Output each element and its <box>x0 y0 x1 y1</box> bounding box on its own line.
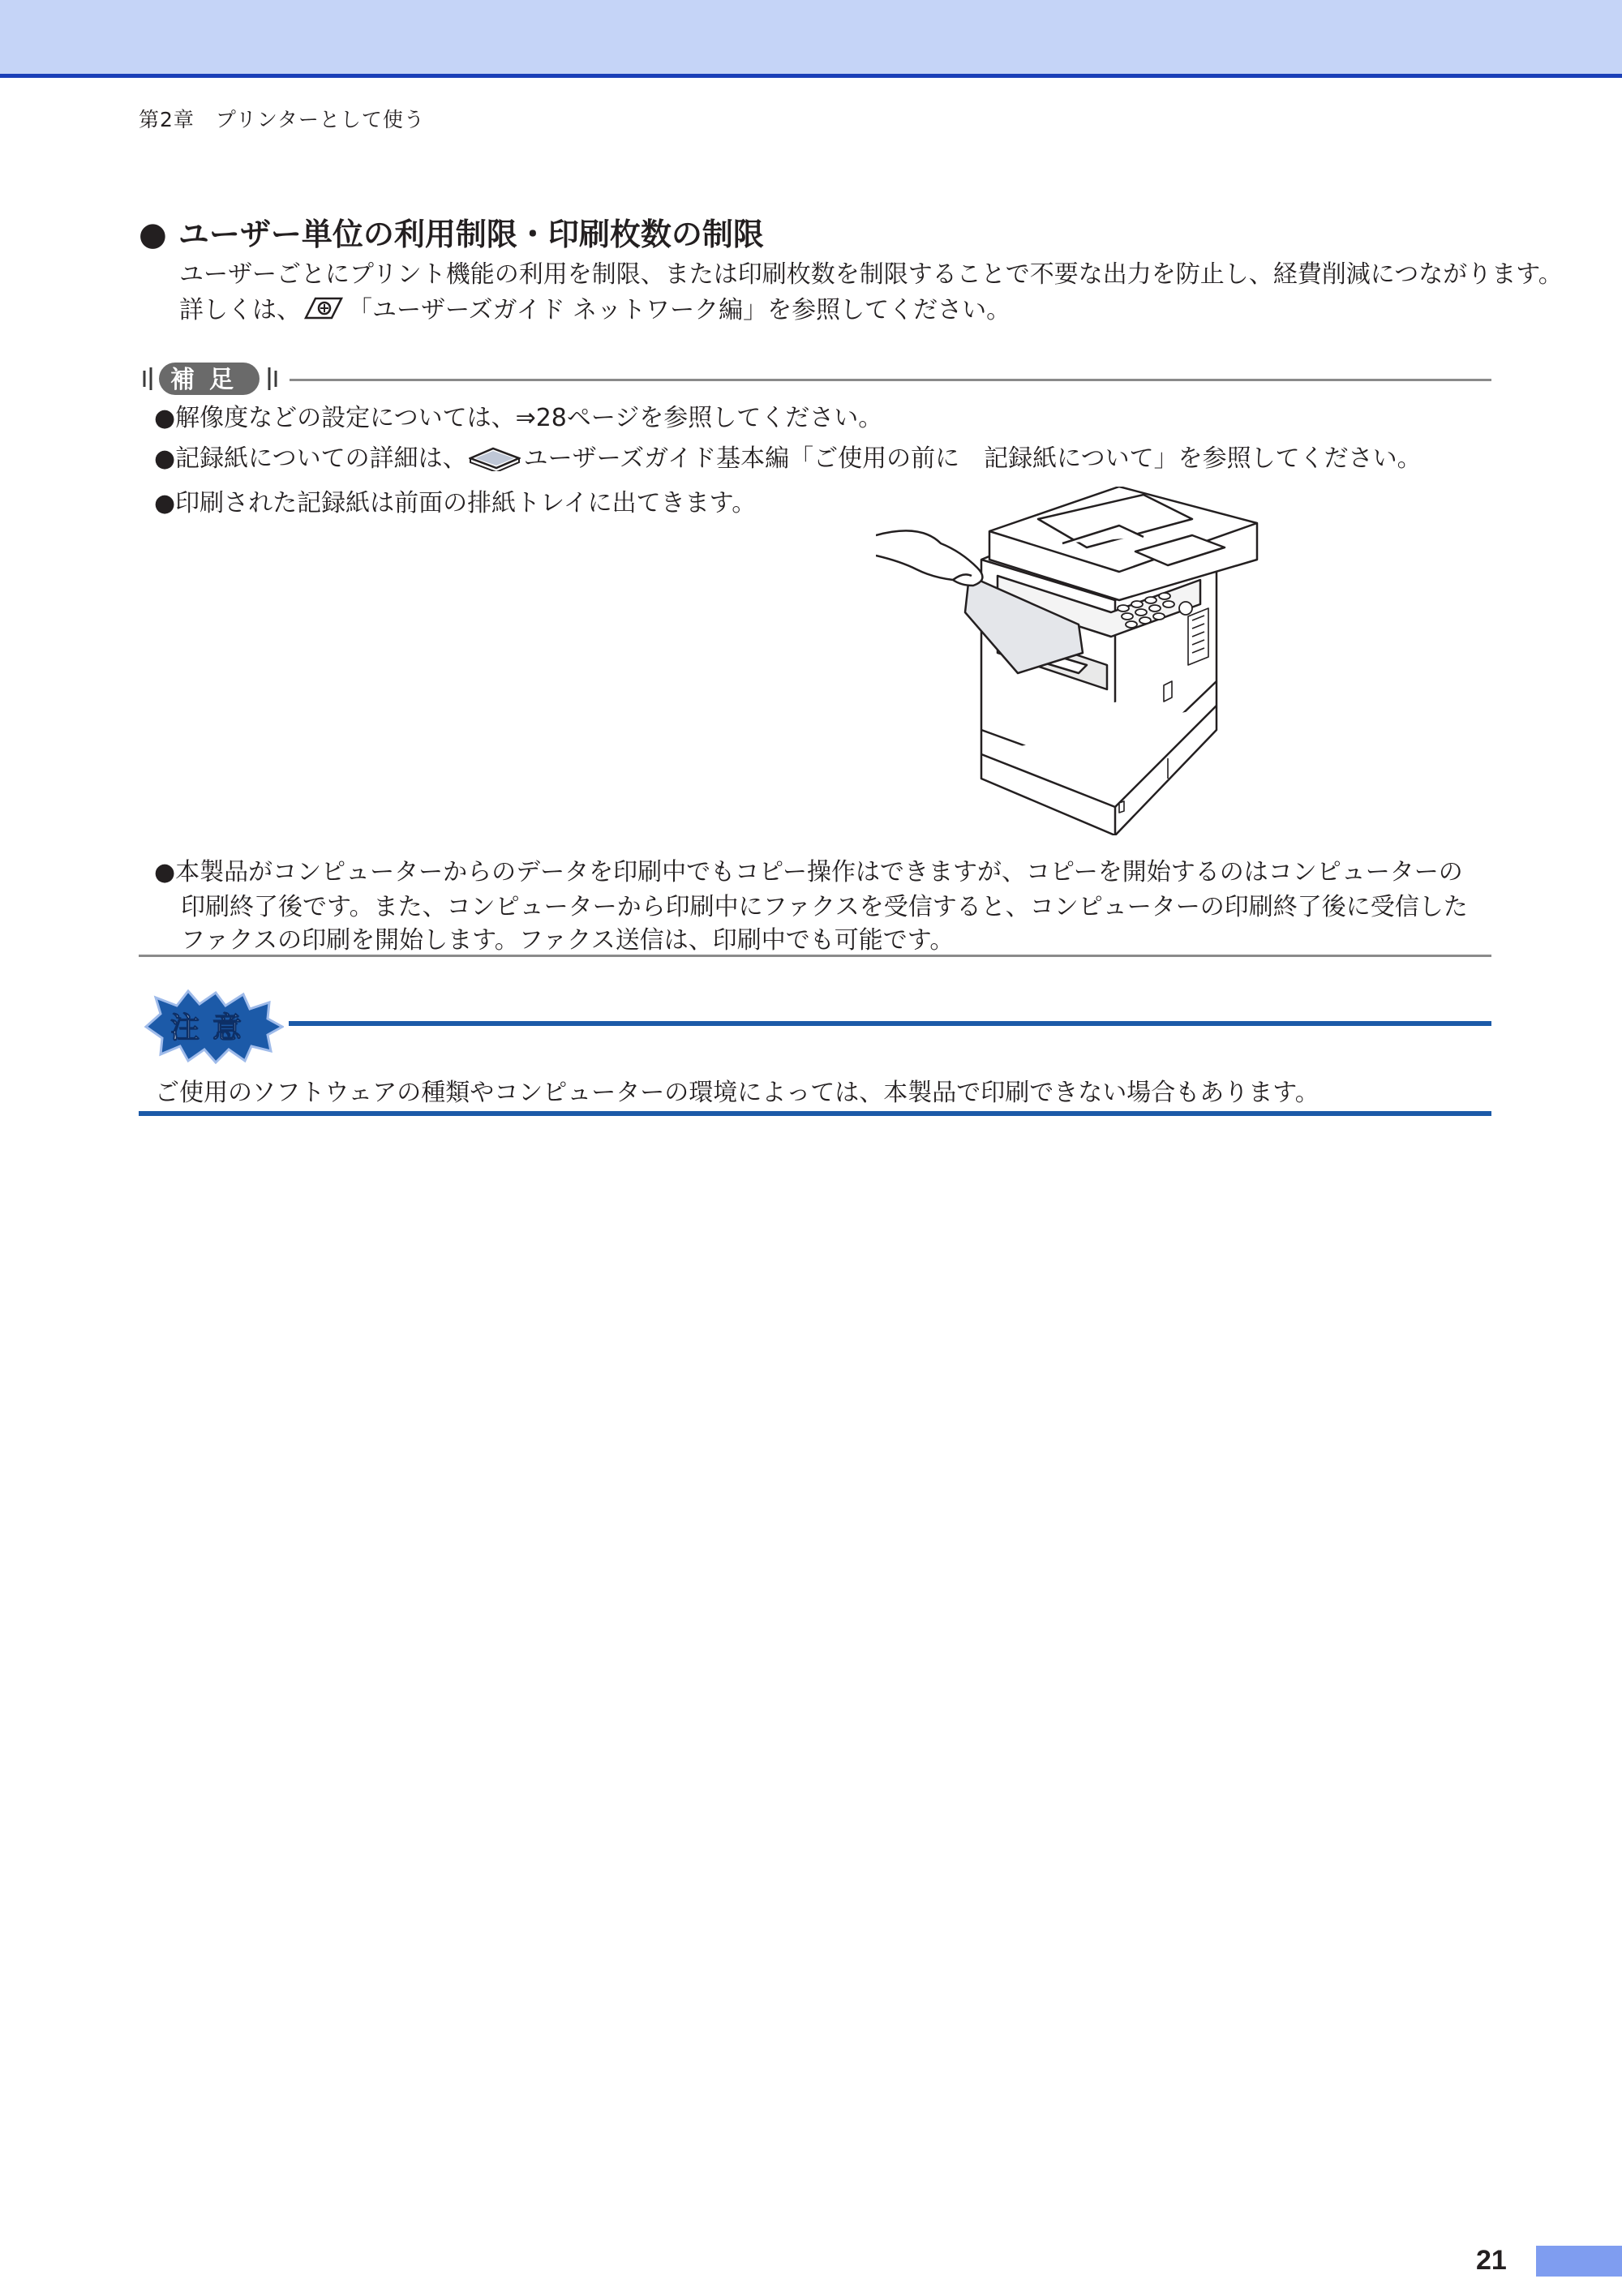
note-item-3: ●印刷された記録紙は前面の排紙トレイに出てきます。 <box>154 489 757 517</box>
header-band <box>0 0 1622 78</box>
printer-illustration <box>876 487 1306 835</box>
section-body-ref: 「ユーザーズガイド ネットワーク編」を参照してください。 <box>348 296 1011 324</box>
section-heading <box>139 209 764 254</box>
section-body-lead: 詳しくは、 <box>179 296 301 324</box>
note-item-1: ●解像度などの設定については、⇒28ページを参照してください。 <box>154 404 883 432</box>
note-item-4-cont-1: 印刷終了後です。また、コンピューターから印刷中にファクスを受信すると、コンピューターの印刷終了後に受信した <box>181 893 1468 921</box>
section-title: ユーザー単位の利用制限・印刷枚数の制限 <box>178 217 764 252</box>
basic-guide-book-icon <box>469 444 521 478</box>
note-bottom-rule <box>139 955 1491 957</box>
caution-badge <box>138 989 284 1064</box>
page-number: 21 <box>1476 2245 1507 2276</box>
chapter-title: 第2章 プリンターとして使う <box>139 108 425 131</box>
note-badge <box>141 359 279 397</box>
page-tab-marker <box>1536 2246 1622 2277</box>
caution-badge-label: 注意 <box>169 1011 255 1045</box>
section-body-line-2 <box>179 290 1011 329</box>
note-badge-label: 補足 <box>170 366 248 394</box>
network-guide-book-icon <box>303 294 345 329</box>
caution-top-rule <box>289 1021 1491 1026</box>
note-item-2-ref: ユーザーズガイド基本編「ご使用の前に 記録紙について」を参照してください。 <box>523 444 1422 473</box>
note-item-4: ●本製品がコンピューターからのデータを印刷中でもコピー操作はできますが、コピーを開始するのはコンピューターの <box>154 858 1463 886</box>
section-body-line-1: ユーザーごとにプリント機能の利用を制限、または印刷枚数を制限することで不要な出力を防止し、経費削減につながります。 <box>179 260 1563 289</box>
caution-bottom-rule <box>139 1111 1491 1116</box>
note-top-rule <box>290 379 1491 381</box>
note-item-4-cont-2: ファクスの印刷を開始します。ファクス送信は、印刷中でも可能です。 <box>181 926 955 955</box>
note-item-2 <box>154 438 1422 478</box>
note-item-2-lead: ●記録紙についての詳細は、 <box>154 444 467 473</box>
heading-bullet: ● <box>139 216 167 253</box>
caution-text: ご使用のソフトウェアの種類やコンピューターの環境によっては、本製品で印刷できない場合もあります。 <box>155 1079 1319 1107</box>
